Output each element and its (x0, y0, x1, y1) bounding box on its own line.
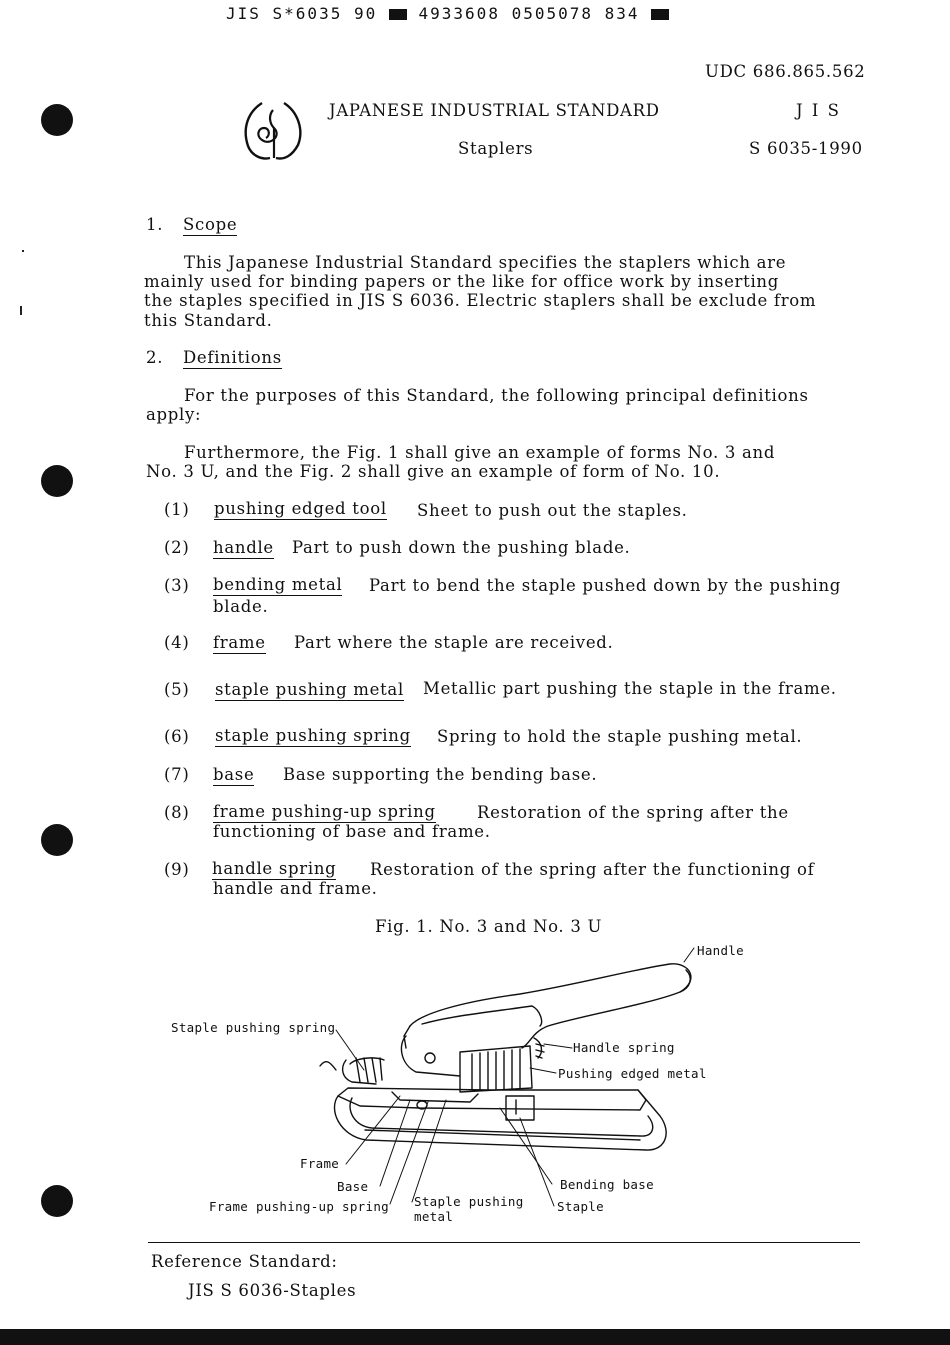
jis-logo-icon (240, 100, 306, 162)
scan-code-left: JIS S*6035 90 (226, 4, 378, 23)
definition-number: (9) (164, 860, 190, 879)
figure-label-staple-pushing-metal-cont: metal (414, 1209, 454, 1224)
definition-desc: Restoration of the spring after the functioning of (370, 860, 815, 879)
definition-term (213, 765, 254, 785)
handle (410, 964, 691, 1048)
definition-number: (3) (164, 576, 190, 595)
definition-number: (8) (164, 803, 190, 822)
document-title: Staplers (458, 139, 534, 158)
definition-term (213, 538, 274, 558)
frame (338, 1088, 646, 1110)
binder-hole (41, 824, 73, 856)
term-text: frame pushing-up spring (213, 802, 436, 821)
definition-term (215, 726, 411, 746)
definition-number: (6) (164, 727, 190, 746)
definition-number: (4) (164, 633, 190, 652)
scan-block-mark (651, 9, 669, 20)
figure-label-handle-spring: Handle spring (573, 1040, 675, 1055)
section-title-text: Scope (183, 215, 238, 234)
term-text: base (213, 765, 255, 784)
figure-label-frame: Frame (300, 1156, 340, 1171)
figure-label-bending-base: Bending base (560, 1177, 654, 1192)
base-plate (334, 1090, 666, 1150)
scan-header-code (226, 4, 669, 23)
reference-divider (148, 1242, 860, 1243)
org-name: JAPANESE INDUSTRIAL STANDARD (329, 101, 660, 120)
definition-desc: Metallic part pushing the staple in the frame. (423, 679, 837, 698)
definition-number: (5) (164, 680, 190, 699)
scan-speck (22, 250, 24, 252)
scope-line: this Standard. (144, 311, 273, 330)
reference-item: JIS S 6036-Staples (188, 1281, 357, 1300)
pivot-icon (425, 1053, 435, 1063)
scan-code-right: 4933608 0505078 834 (418, 4, 640, 23)
definition-desc: Part to push down the pushing blade. (292, 538, 631, 557)
figure-label-base: Base (337, 1179, 369, 1194)
definition-number: (2) (164, 538, 190, 557)
section-number: 2. (146, 348, 164, 367)
definition-term (212, 859, 336, 879)
binder-hole (41, 465, 73, 497)
term-text: staple pushing metal (215, 680, 404, 699)
scan-bottom-edge (0, 1329, 950, 1345)
definition-desc-cont: functioning of base and frame. (213, 822, 491, 841)
definition-term (213, 633, 266, 653)
standard-number: S 6035-1990 (749, 139, 863, 158)
definition-term (213, 802, 436, 822)
figure-label-staple-pushing-metal: Staple pushing (414, 1194, 524, 1209)
definition-desc: Spring to hold the staple pushing metal. (437, 727, 803, 746)
definition-desc-cont: blade. (213, 597, 269, 616)
term-text: staple pushing spring (215, 726, 411, 745)
definition-desc: Restoration of the spring after the (477, 803, 789, 822)
section-title-text: Definitions (183, 348, 282, 367)
definition-desc: Sheet to push out the staples. (417, 501, 688, 520)
figure-label-pushing-edged-metal: Pushing edged metal (558, 1066, 707, 1081)
scope-line: the staples specified in JIS S 6036. Electric staplers shall be exclude from (144, 291, 817, 310)
scan-block-mark (389, 9, 407, 20)
section-title-definitions (183, 348, 282, 368)
section-number: 1. (146, 215, 164, 234)
bending-base (506, 1096, 534, 1120)
section-title-scope (183, 215, 237, 235)
figure-label-staple: Staple (557, 1199, 604, 1214)
definitions-figure-note-line: No. 3 U, and the Fig. 2 shall give an example of form of No. 10. (146, 462, 721, 481)
scope-line: This Japanese Industrial Standard specifies the staplers which are (184, 253, 787, 272)
definition-desc-cont: handle and frame. (213, 879, 378, 898)
jis-mark: J I S (796, 101, 841, 120)
definition-number: (7) (164, 765, 190, 784)
figure-label-handle: Handle (697, 943, 744, 958)
scope-line: mainly used for binding papers or the like for office work by inserting (144, 272, 780, 291)
definition-number: (1) (164, 500, 190, 519)
definitions-figure-note-line: Furthermore, the Fig. 1 shall give an example of forms No. 3 and (184, 443, 776, 462)
definition-term (213, 575, 342, 595)
figure-caption: Fig. 1. No. 3 and No. 3 U (375, 917, 603, 936)
term-text: pushing edged tool (214, 499, 387, 518)
term-text: bending metal (213, 575, 343, 594)
term-text: handle (213, 538, 274, 557)
scan-speck (20, 306, 22, 315)
binder-hole (41, 104, 73, 136)
definition-desc: Part to bend the staple pushed down by the pushing (369, 576, 842, 595)
figure-label-frame-pushing-up-spring: Frame pushing-up spring (209, 1199, 389, 1214)
binder-hole (41, 1185, 73, 1217)
definitions-intro-line: For the purposes of this Standard, the following principal definitions (184, 386, 809, 405)
handle-spring (534, 1038, 541, 1058)
udc-code: UDC 686.865.562 (705, 62, 866, 81)
term-text: handle spring (212, 859, 337, 878)
definition-term (215, 680, 404, 700)
reference-heading: Reference Standard: (151, 1252, 338, 1271)
stapler-illustration (160, 940, 880, 1230)
term-text: frame (213, 633, 266, 652)
figure-label-staple-pushing-spring: Staple pushing spring (171, 1020, 336, 1035)
definition-desc: Base supporting the bending base. (283, 765, 598, 784)
definitions-intro-line: apply: (146, 405, 202, 424)
definition-term (214, 499, 387, 519)
definition-desc: Part where the staple are received. (294, 633, 614, 652)
